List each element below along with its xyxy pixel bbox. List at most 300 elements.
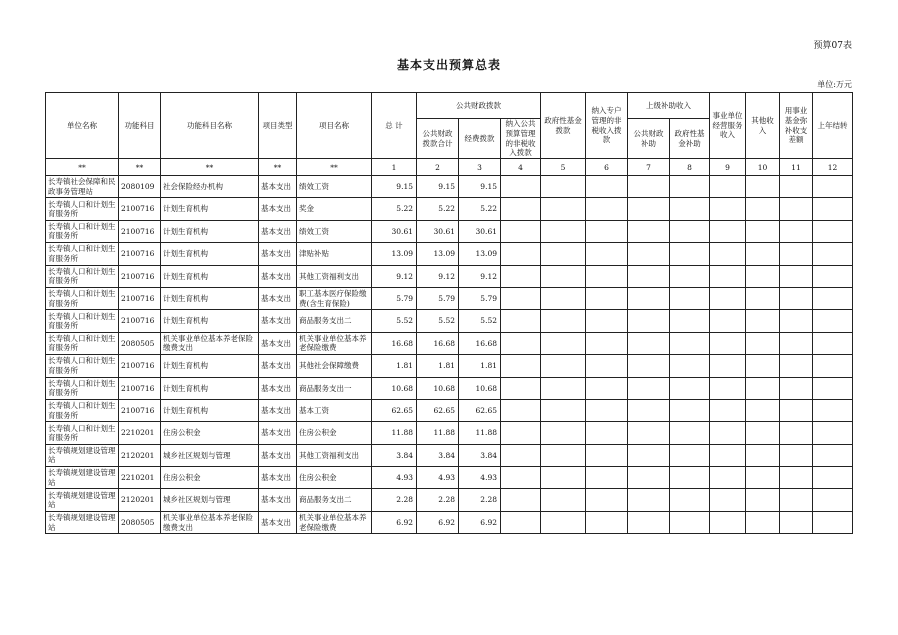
empty-cell [501, 220, 541, 242]
table-row [46, 332, 853, 354]
func-name-cell: 计划生育机构 [161, 377, 259, 399]
empty-cell [586, 243, 628, 265]
empty-cell [501, 332, 541, 354]
empty-cell [746, 198, 780, 220]
index-cell: 5 [541, 159, 586, 176]
empty-cell [628, 355, 670, 377]
empty-cell [541, 444, 586, 466]
empty-cell [586, 310, 628, 332]
empty-cell [670, 176, 710, 198]
header-other: 其他收入 [746, 93, 780, 159]
func-code-cell: 2100716 [119, 287, 161, 309]
unit-name-cell: 长寿镇人口和计划生育服务所 [46, 198, 119, 220]
unit-name-cell: 长寿镇人口和计划生育服务所 [46, 310, 119, 332]
empty-cell [813, 176, 853, 198]
funding-cell: 11.88 [459, 422, 501, 444]
empty-cell [710, 399, 746, 421]
total-cell: 5.22 [372, 198, 417, 220]
func-name-cell: 计划生育机构 [161, 310, 259, 332]
empty-cell [541, 176, 586, 198]
empty-cell [746, 511, 780, 533]
empty-cell [628, 220, 670, 242]
unit-name-cell: 长寿镇人口和计划生育服务所 [46, 332, 119, 354]
index-cell: 6 [586, 159, 628, 176]
func-name-cell: 计划生育机构 [161, 243, 259, 265]
empty-cell [746, 377, 780, 399]
proj-name-cell: 住房公积金 [297, 422, 372, 444]
total-cell: 9.15 [372, 176, 417, 198]
func-name-cell: 城乡社区规划与管理 [161, 444, 259, 466]
empty-cell [746, 220, 780, 242]
header-proj-name: 项目名称 [297, 93, 372, 159]
index-cell: ** [119, 159, 161, 176]
empty-cell [710, 444, 746, 466]
proj-name-cell: 津贴补贴 [297, 243, 372, 265]
empty-cell [780, 243, 813, 265]
proj-type-cell: 基本支出 [259, 265, 297, 287]
func-code-cell: 2080505 [119, 511, 161, 533]
proj-type-cell: 基本支出 [259, 332, 297, 354]
empty-cell [813, 332, 853, 354]
empty-cell [541, 377, 586, 399]
proj-name-cell: 奖金 [297, 198, 372, 220]
unit-name-cell: 长寿镇人口和计划生育服务所 [46, 422, 119, 444]
index-cell: 2 [417, 159, 459, 176]
empty-cell [586, 511, 628, 533]
unit-name-cell: 长寿镇人口和计划生育服务所 [46, 399, 119, 421]
empty-cell [501, 377, 541, 399]
funding-cell: 6.92 [459, 511, 501, 533]
unit-name-cell: 长寿镇人口和计划生育服务所 [46, 265, 119, 287]
index-cell: 1 [372, 159, 417, 176]
proj-type-cell: 基本支出 [259, 243, 297, 265]
index-row [46, 159, 853, 176]
empty-cell [541, 220, 586, 242]
table-row [46, 355, 853, 377]
empty-cell [586, 220, 628, 242]
empty-cell [628, 265, 670, 287]
empty-cell [710, 287, 746, 309]
empty-cell [780, 467, 813, 489]
empty-cell [541, 265, 586, 287]
empty-cell [501, 489, 541, 511]
budget-table [45, 92, 853, 534]
empty-cell [586, 377, 628, 399]
pf-total-cell: 13.09 [417, 243, 459, 265]
empty-cell [628, 511, 670, 533]
empty-cell [501, 265, 541, 287]
func-name-cell: 计划生育机构 [161, 265, 259, 287]
proj-type-cell: 基本支出 [259, 444, 297, 466]
empty-cell [780, 198, 813, 220]
proj-name-cell: 机关事业单位基本养老保险缴费 [297, 332, 372, 354]
index-cell: ** [297, 159, 372, 176]
func-code-cell: 2100716 [119, 243, 161, 265]
header-sup-gov: 政府性基金补助 [670, 119, 710, 159]
proj-type-cell: 基本支出 [259, 377, 297, 399]
total-cell: 1.81 [372, 355, 417, 377]
empty-cell [501, 422, 541, 444]
empty-cell [710, 467, 746, 489]
empty-cell [746, 355, 780, 377]
empty-cell [746, 467, 780, 489]
table-row [46, 511, 853, 533]
empty-cell [670, 467, 710, 489]
funding-cell: 30.61 [459, 220, 501, 242]
empty-cell [628, 243, 670, 265]
func-name-cell: 住房公积金 [161, 422, 259, 444]
proj-type-cell: 基本支出 [259, 176, 297, 198]
proj-type-cell: 基本支出 [259, 310, 297, 332]
empty-cell [586, 198, 628, 220]
pf-total-cell: 5.52 [417, 310, 459, 332]
empty-cell [780, 176, 813, 198]
table-row [46, 287, 853, 309]
table-body [46, 159, 853, 534]
func-name-cell: 机关事业单位基本养老保险缴费支出 [161, 332, 259, 354]
unit-name-cell: 长寿镇规划建设管理站 [46, 467, 119, 489]
empty-cell [670, 243, 710, 265]
empty-cell [746, 287, 780, 309]
unit-label: 单位:万元 [817, 80, 852, 89]
proj-type-cell: 基本支出 [259, 355, 297, 377]
pf-total-cell: 5.22 [417, 198, 459, 220]
pf-total-cell: 1.81 [417, 355, 459, 377]
pf-total-cell: 4.93 [417, 467, 459, 489]
empty-cell [813, 243, 853, 265]
funding-cell: 5.52 [459, 310, 501, 332]
empty-cell [586, 489, 628, 511]
empty-cell [501, 310, 541, 332]
proj-name-cell: 绩效工资 [297, 176, 372, 198]
empty-cell [813, 467, 853, 489]
index-cell: 4 [501, 159, 541, 176]
empty-cell [541, 511, 586, 533]
func-name-cell: 城乡社区规划与管理 [161, 489, 259, 511]
empty-cell [710, 489, 746, 511]
unit-name-cell: 长寿镇规划建设管理站 [46, 511, 119, 533]
empty-cell [541, 287, 586, 309]
proj-type-cell: 基本支出 [259, 198, 297, 220]
table-row [46, 176, 853, 198]
func-code-cell: 2100716 [119, 399, 161, 421]
header-total: 总 计 [372, 93, 417, 159]
empty-cell [501, 176, 541, 198]
table-row [46, 198, 853, 220]
func-name-cell: 计划生育机构 [161, 220, 259, 242]
header-pf-total: 公共财政拨款合计 [417, 119, 459, 159]
proj-type-cell: 基本支出 [259, 467, 297, 489]
unit-name-cell: 长寿镇规划建设管理站 [46, 489, 119, 511]
func-name-cell: 计划生育机构 [161, 198, 259, 220]
header-gov-fund: 政府性基金拨款 [541, 93, 586, 159]
total-cell: 10.68 [372, 377, 417, 399]
empty-cell [586, 332, 628, 354]
total-cell: 11.88 [372, 422, 417, 444]
empty-cell [586, 265, 628, 287]
header-proj-type: 项目类型 [259, 93, 297, 159]
empty-cell [813, 287, 853, 309]
proj-type-cell: 基本支出 [259, 489, 297, 511]
empty-cell [710, 355, 746, 377]
empty-cell [780, 511, 813, 533]
table-row [46, 467, 853, 489]
func-code-cell: 2210201 [119, 422, 161, 444]
empty-cell [586, 422, 628, 444]
unit-name-cell: 长寿镇社会保障和民政事务管理站 [46, 176, 119, 198]
empty-cell [670, 220, 710, 242]
index-cell: ** [259, 159, 297, 176]
empty-cell [501, 243, 541, 265]
pf-total-cell: 11.88 [417, 422, 459, 444]
funding-cell: 9.12 [459, 265, 501, 287]
funding-cell: 13.09 [459, 243, 501, 265]
index-cell: 7 [628, 159, 670, 176]
empty-cell [541, 243, 586, 265]
total-cell: 62.65 [372, 399, 417, 421]
proj-name-cell: 机关事业单位基本养老保险缴费 [297, 511, 372, 533]
empty-cell [501, 355, 541, 377]
empty-cell [710, 332, 746, 354]
func-code-cell: 2120201 [119, 444, 161, 466]
form-number: 预算07表 [813, 41, 852, 51]
empty-cell [586, 467, 628, 489]
proj-name-cell: 商品服务支出二 [297, 310, 372, 332]
total-cell: 30.61 [372, 220, 417, 242]
index-cell: ** [161, 159, 259, 176]
table-row [46, 399, 853, 421]
table-row [46, 377, 853, 399]
func-code-cell: 2100716 [119, 310, 161, 332]
func-code-cell: 2210201 [119, 467, 161, 489]
empty-cell [501, 444, 541, 466]
empty-cell [746, 422, 780, 444]
funding-cell: 9.15 [459, 176, 501, 198]
func-code-cell: 2120201 [119, 489, 161, 511]
pf-total-cell: 3.84 [417, 444, 459, 466]
empty-cell [670, 399, 710, 421]
header-operating: 事业单位经营服务收入 [710, 93, 746, 159]
empty-cell [628, 332, 670, 354]
empty-cell [813, 355, 853, 377]
empty-cell [501, 511, 541, 533]
empty-cell [670, 422, 710, 444]
index-cell: 11 [780, 159, 813, 176]
empty-cell [670, 489, 710, 511]
unit-name-cell: 长寿镇人口和计划生育服务所 [46, 287, 119, 309]
empty-cell [586, 176, 628, 198]
empty-cell [813, 422, 853, 444]
funding-cell: 2.28 [459, 489, 501, 511]
pf-total-cell: 16.68 [417, 332, 459, 354]
pf-total-cell: 30.61 [417, 220, 459, 242]
empty-cell [586, 287, 628, 309]
empty-cell [813, 310, 853, 332]
proj-name-cell: 商品服务支出二 [297, 489, 372, 511]
empty-cell [501, 198, 541, 220]
empty-cell [780, 287, 813, 309]
header-sup-public: 公共财政补助 [628, 119, 670, 159]
index-cell: 8 [670, 159, 710, 176]
proj-name-cell: 基本工资 [297, 399, 372, 421]
proj-name-cell: 商品服务支出一 [297, 377, 372, 399]
empty-cell [780, 265, 813, 287]
empty-cell [813, 198, 853, 220]
funding-cell: 16.68 [459, 332, 501, 354]
proj-type-cell: 基本支出 [259, 399, 297, 421]
header-public-finance: 公共财政拨款 [417, 93, 541, 119]
proj-type-cell: 基本支出 [259, 511, 297, 533]
table-row [46, 220, 853, 242]
index-cell: 10 [746, 159, 780, 176]
unit-name-cell: 长寿镇人口和计划生育服务所 [46, 355, 119, 377]
empty-cell [813, 265, 853, 287]
empty-cell [780, 310, 813, 332]
proj-type-cell: 基本支出 [259, 422, 297, 444]
pf-total-cell: 9.12 [417, 265, 459, 287]
empty-cell [710, 377, 746, 399]
empty-cell [541, 355, 586, 377]
index-cell: 9 [710, 159, 746, 176]
pf-total-cell: 9.15 [417, 176, 459, 198]
empty-cell [780, 422, 813, 444]
empty-cell [780, 489, 813, 511]
empty-cell [746, 265, 780, 287]
empty-cell [746, 332, 780, 354]
empty-cell [501, 287, 541, 309]
empty-cell [628, 489, 670, 511]
table-row [46, 422, 853, 444]
empty-cell [628, 444, 670, 466]
empty-cell [670, 265, 710, 287]
func-code-cell: 2100716 [119, 198, 161, 220]
empty-cell [780, 444, 813, 466]
func-name-cell: 计划生育机构 [161, 287, 259, 309]
funding-cell: 62.65 [459, 399, 501, 421]
proj-name-cell: 其他社会保障缴费 [297, 355, 372, 377]
unit-name-cell: 长寿镇人口和计划生育服务所 [46, 220, 119, 242]
total-cell: 4.93 [372, 467, 417, 489]
empty-cell [710, 243, 746, 265]
funding-cell: 5.79 [459, 287, 501, 309]
header-pf-funding: 经费拨款 [459, 119, 501, 159]
empty-cell [780, 399, 813, 421]
empty-cell [780, 355, 813, 377]
proj-name-cell: 职工基本医疗保险缴费(含生育保险) [297, 287, 372, 309]
total-cell: 13.09 [372, 243, 417, 265]
func-code-cell: 2100716 [119, 220, 161, 242]
empty-cell [746, 176, 780, 198]
empty-cell [628, 399, 670, 421]
total-cell: 5.79 [372, 287, 417, 309]
empty-cell [670, 355, 710, 377]
total-cell: 2.28 [372, 489, 417, 511]
empty-cell [670, 310, 710, 332]
empty-cell [813, 444, 853, 466]
empty-cell [586, 355, 628, 377]
table-row [46, 489, 853, 511]
func-name-cell: 机关事业单位基本养老保险缴费支出 [161, 511, 259, 533]
empty-cell [813, 511, 853, 533]
empty-cell [541, 198, 586, 220]
index-cell: 12 [813, 159, 853, 176]
empty-cell [628, 310, 670, 332]
header-func-code: 功能科目 [119, 93, 161, 159]
empty-cell [813, 377, 853, 399]
func-code-cell: 2100716 [119, 355, 161, 377]
empty-cell [628, 287, 670, 309]
index-cell: 3 [459, 159, 501, 176]
page-title: 基本支出预算总表 [396, 58, 501, 72]
table-row [46, 310, 853, 332]
empty-cell [670, 511, 710, 533]
empty-cell [501, 399, 541, 421]
empty-cell [710, 422, 746, 444]
empty-cell [780, 377, 813, 399]
empty-cell [501, 467, 541, 489]
table-row [46, 243, 853, 265]
empty-cell [710, 511, 746, 533]
empty-cell [670, 287, 710, 309]
proj-name-cell: 其他工资福利支出 [297, 265, 372, 287]
proj-name-cell: 绩效工资 [297, 220, 372, 242]
empty-cell [541, 489, 586, 511]
empty-cell [670, 377, 710, 399]
header-special-nontax: 纳入专户管理的非税收入拨款 [586, 93, 628, 159]
proj-type-cell: 基本支出 [259, 287, 297, 309]
unit-name-cell: 长寿镇人口和计划生育服务所 [46, 243, 119, 265]
empty-cell [541, 310, 586, 332]
empty-cell [541, 467, 586, 489]
empty-cell [813, 399, 853, 421]
empty-cell [746, 489, 780, 511]
empty-cell [710, 220, 746, 242]
table-row [46, 265, 853, 287]
empty-cell [628, 467, 670, 489]
header-func-name: 功能科目名称 [161, 93, 259, 159]
func-code-cell: 2100716 [119, 377, 161, 399]
funding-cell: 1.81 [459, 355, 501, 377]
header-carryover: 上年结转 [813, 93, 853, 159]
empty-cell [710, 310, 746, 332]
total-cell: 5.52 [372, 310, 417, 332]
proj-name-cell: 住房公积金 [297, 467, 372, 489]
index-cell: ** [46, 159, 119, 176]
empty-cell [670, 198, 710, 220]
pf-total-cell: 62.65 [417, 399, 459, 421]
pf-total-cell: 2.28 [417, 489, 459, 511]
empty-cell [813, 220, 853, 242]
proj-type-cell: 基本支出 [259, 220, 297, 242]
pf-total-cell: 6.92 [417, 511, 459, 533]
empty-cell [746, 444, 780, 466]
empty-cell [541, 332, 586, 354]
empty-cell [670, 444, 710, 466]
unit-name-cell: 长寿镇规划建设管理站 [46, 444, 119, 466]
empty-cell [710, 265, 746, 287]
func-code-cell: 2080109 [119, 176, 161, 198]
header-superior: 上级补助收入 [628, 93, 710, 119]
pf-total-cell: 5.79 [417, 287, 459, 309]
pf-total-cell: 10.68 [417, 377, 459, 399]
empty-cell [780, 220, 813, 242]
header-pf-nontax: 纳入公共预算管理的非税收入拨款 [501, 119, 541, 159]
empty-cell [586, 444, 628, 466]
funding-cell: 4.93 [459, 467, 501, 489]
empty-cell [628, 176, 670, 198]
empty-cell [780, 332, 813, 354]
empty-cell [710, 198, 746, 220]
